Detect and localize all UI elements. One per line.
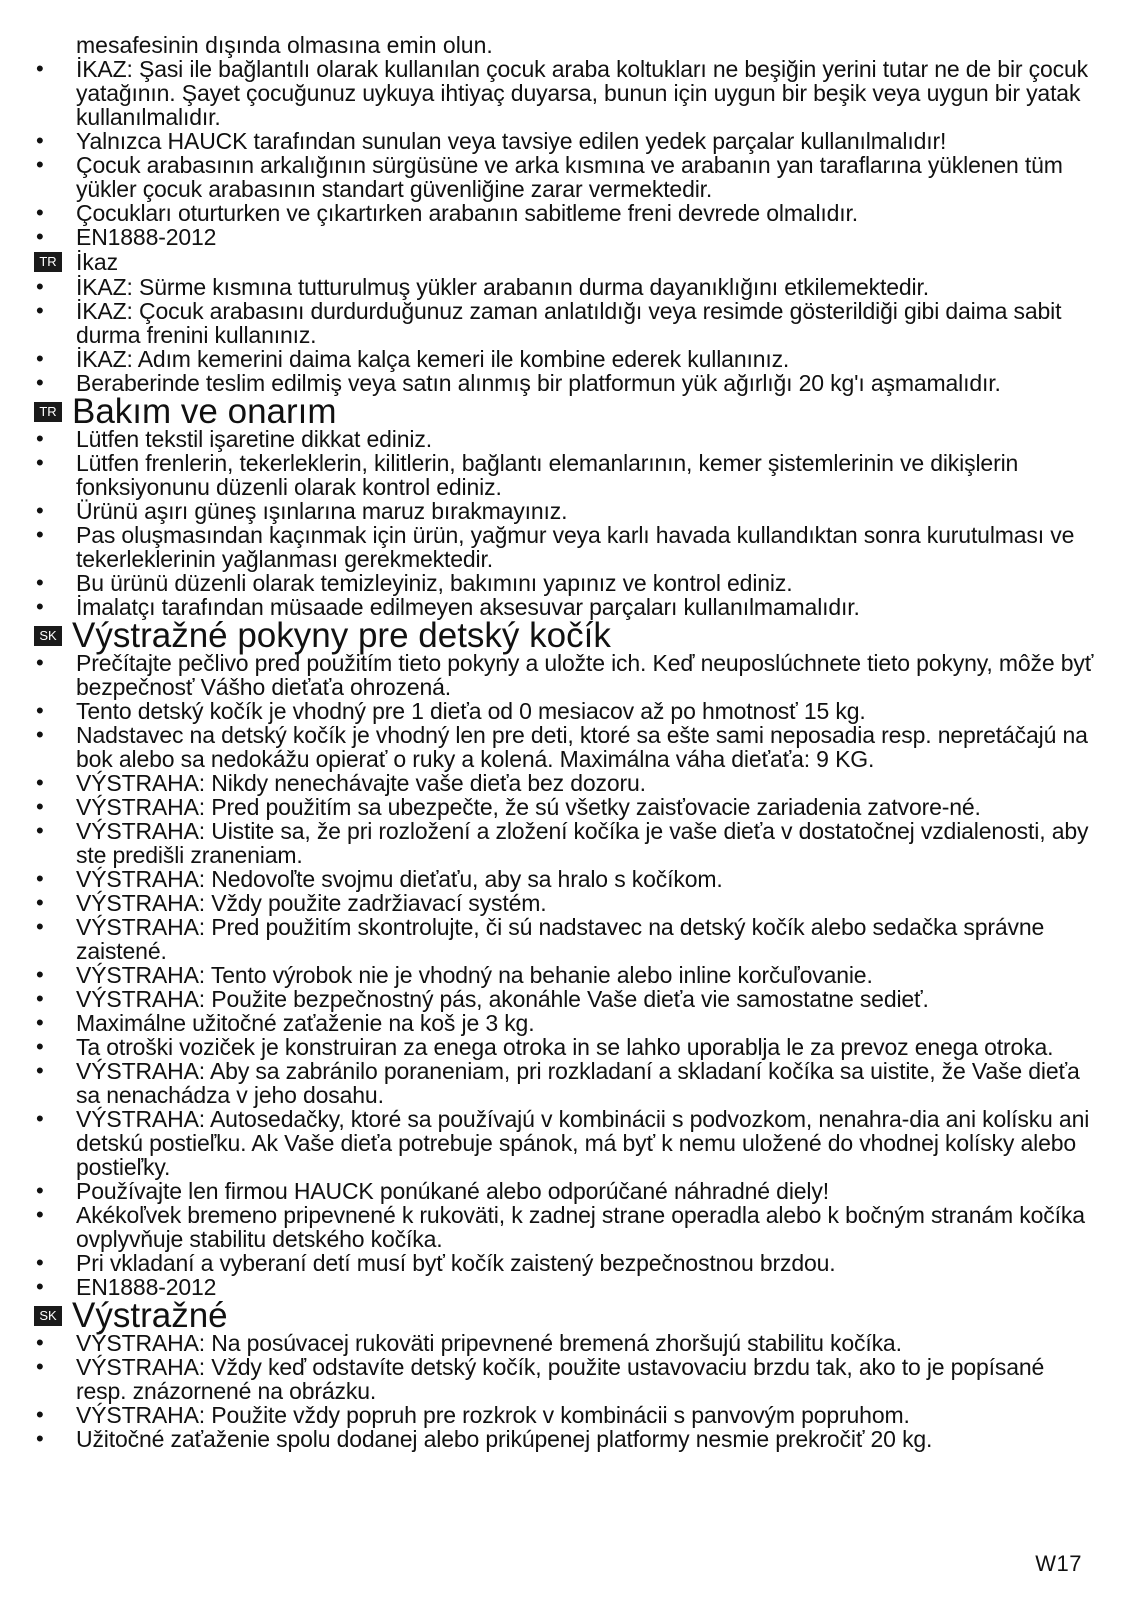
language-tag: TR [34,252,62,272]
tr-ikaz-list [34,275,1094,395]
list-item: • VÝSTRAHA: Nedovoľte svojmu dieťaťu, aby sa hralo s kočíkom. [34,867,1094,891]
tr-care-list [34,427,1094,619]
list-item: • Akékoľvek bremeno pripevnené k rukoväti, k zadnej strane operadla alebo k bočným stranám kočíka ovplyvňuje stabilitu detského kočíka. [34,1203,1094,1251]
list-item: • İKAZ: Adım kemerini daima kalça kemeri ile kombine ederek kullanınız. [34,347,1094,371]
list-item: • İmalatçı tarafından müsaade edilmeyen aksesuvar parçaları kullanılmamalıdır. [34,595,1094,619]
list-item: • VÝSTRAHA: Tento výrobok nie je vhodný na behanie alebo inline korčuľovanie. [34,963,1094,987]
list-item: • VÝSTRAHA: Pred použitím skontrolujte, či sú nadstavec na detský kočík alebo sedačka správne zaistené. [34,915,1094,963]
list-item: • VÝSTRAHA: Použite bezpečnostný pás, akonáhle Vaše dieťa vie samostatne sedieť. [34,987,1094,1011]
section-heading-tr-ikaz [34,249,1094,275]
section-title: İkaz [76,249,119,275]
list-item: • İKAZ: Çocuk arabasını durdurduğunuz zaman anlatıldığı veya resimde gösterildiği gibi daima sabit durma frenini kullanınız. [34,299,1094,347]
list-item: • VÝSTRAHA: Použite vždy popruh pre rozkrok v kombinácii s panvovým popruhom. [34,1403,1094,1427]
list-item: • Prečítajte pečlivo pred použitím tieto pokyny a uložte ich. Keď neuposlúchnete tieto pokyny, môže byť bezpečnosť Vášho dieťaťa ohrozená. [34,651,1094,699]
page-content [34,33,1094,1451]
section-title: Bakım ve onarım [72,392,337,431]
list-item: • VÝSTRAHA: Na posúvacej rukoväti pripevnené bremená zhoršujú stabilitu kočíka. [34,1331,1094,1355]
list-item: • VÝSTRAHA: Autosedačky, ktoré sa používajú v kombinácii s podvozkom, nenahra-dia ani kolísku ani detskú postieľku. Ak Vaše dieťa potrebuje spánok, má byť k nemu uložené do vhodnej kolísky alebo postieľky. [34,1107,1094,1179]
list-item: • VÝSTRAHA: Pred použitím sa ubezpečte, že sú všetky zaisťovacie zariadenia zatvore-né. [34,795,1094,819]
list-item: • Ürünü aşırı güneş ışınlarına maruz bırakmayınız. [34,499,1094,523]
list-item: • VÝSTRAHA: Nikdy nenechávajte vaše dieťa bez dozoru. [34,771,1094,795]
list-item: • Nadstavec na detský kočík je vhodný len pre deti, ktoré sa ešte sami neposadia resp. nepretáčajú na bok alebo sa nedokážu opierať o ruky a kolená. Maximálna váha dieťaťa: 9 KG. [34,723,1094,771]
list-item: • Yalnızca HAUCK tarafından sunulan veya tavsiye edilen yedek parçalar kullanılmalıdır! [34,129,1094,153]
list-item: • Ta otroški voziček je konstruiran za enega otroka in se lahko uporablja le za prevoz enega otroka. [34,1035,1094,1059]
list-item: • İKAZ: Sürme kısmına tutturulmuş yükler arabanın durma dayanıklığını etkilemektedir. [34,275,1094,299]
list-item: • EN1888-2012 [34,1275,1094,1299]
page-number: W17 [1035,1551,1082,1576]
list-item: • Bu ürünü düzenli olarak temizleyiniz, bakımını yapınız ve kontrol ediniz. [34,571,1094,595]
section-heading-tr-care [34,392,1094,431]
language-tag: TR [34,402,62,422]
list-item: • Maximálne užitočné zaťaženie na koš je 3 kg. [34,1011,1094,1035]
section-heading-sk-vystrazne [34,1296,1094,1335]
list-item: • Užitočné zaťaženie spolu dodanej alebo prikúpenej platformy nesmie prekročiť 20 kg. [34,1427,1094,1451]
section-title: Výstražné pokyny pre detský kočík [72,616,611,655]
list-item: • İKAZ: Şasi ile bağlantılı olarak kullanılan çocuk araba koltukları ne beşiğin yerini tutar ne de bir çocuk yatağının. Şayet çocuğunuz uykuya ihtiyaç duyarsa, bunun için uygun bir beşik veya uygun bir yatak kullanılmalıdır. [34,57,1094,129]
list-item: • Çocuk arabasının arkalığının sürgüsüne ve arka kısmına ve arabanın yan taraflarına yüklenen tüm yükler çocuk arabasının standart güvenliğine zarar vermektedir. [34,153,1094,201]
sk-vystrazne-list [34,1331,1094,1451]
list-item: • Çocukları oturturken ve çıkartırken arabanın sabitleme freni devrede olmalıdır. [34,201,1094,225]
tr-warnings-list [34,57,1094,249]
continuation-text: mesafesinin dışında olmasına emin olun. [76,32,493,58]
language-tag: SK [34,1306,62,1326]
section-heading-sk-main [34,616,1094,655]
language-tag: SK [34,626,62,646]
list-item: • VÝSTRAHA: Vždy keď odstavíte detský kočík, použite ustavovaciu brzdu tak, ako to je popísané resp. znázornené na obrázku. [34,1355,1094,1403]
list-item: • Tento detský kočík je vhodný pre 1 dieťa od 0 mesiacov až po hmotnosť 15 kg. [34,699,1094,723]
list-item: • Lütfen tekstil işaretine dikkat ediniz. [34,427,1094,451]
list-item: • VÝSTRAHA: Aby sa zabránilo poraneniam, pri rozkladaní a skladaní kočíka sa uistite, že Vaše dieťa sa nenachádza v jeho dosahu. [34,1059,1094,1107]
list-item: • Používajte len firmou HAUCK ponúkané alebo odporúčané náhradné diely! [34,1179,1094,1203]
list-item: • VÝSTRAHA: Vždy použite zadržiavací systém. [34,891,1094,915]
list-item: • Pas oluşmasından kaçınmak için ürün, yağmur veya karlı havada kullandıktan sonra kurutulması ve tekerleklerinin yağlanması gerekmektedir. [34,523,1094,571]
list-item: • VÝSTRAHA: Uistite sa, že pri rozložení a zložení kočíka je vaše dieťa v dostatočnej vzdialenosti, aby ste predišli zraneniam. [34,819,1094,867]
section-title: Výstražné [72,1296,228,1335]
list-item: • Pri vkladaní a vyberaní detí musí byť kočík zaistený bezpečnostnou brzdou. [34,1251,1094,1275]
list-item: • EN1888-2012 [34,225,1094,249]
list-item: • Beraberinde teslim edilmiş veya satın alınmış bir platformun yük ağırlığı 20 kg'ı aşmamalıdır. [34,371,1094,395]
list-item: • Lütfen frenlerin, tekerleklerin, kilitlerin, bağlantı elemanlarının, kemer şistemlerinin ve dikişlerin fonksiyonunu düzenli olarak kontrol ediniz. [34,451,1094,499]
sk-main-list [34,651,1094,1299]
